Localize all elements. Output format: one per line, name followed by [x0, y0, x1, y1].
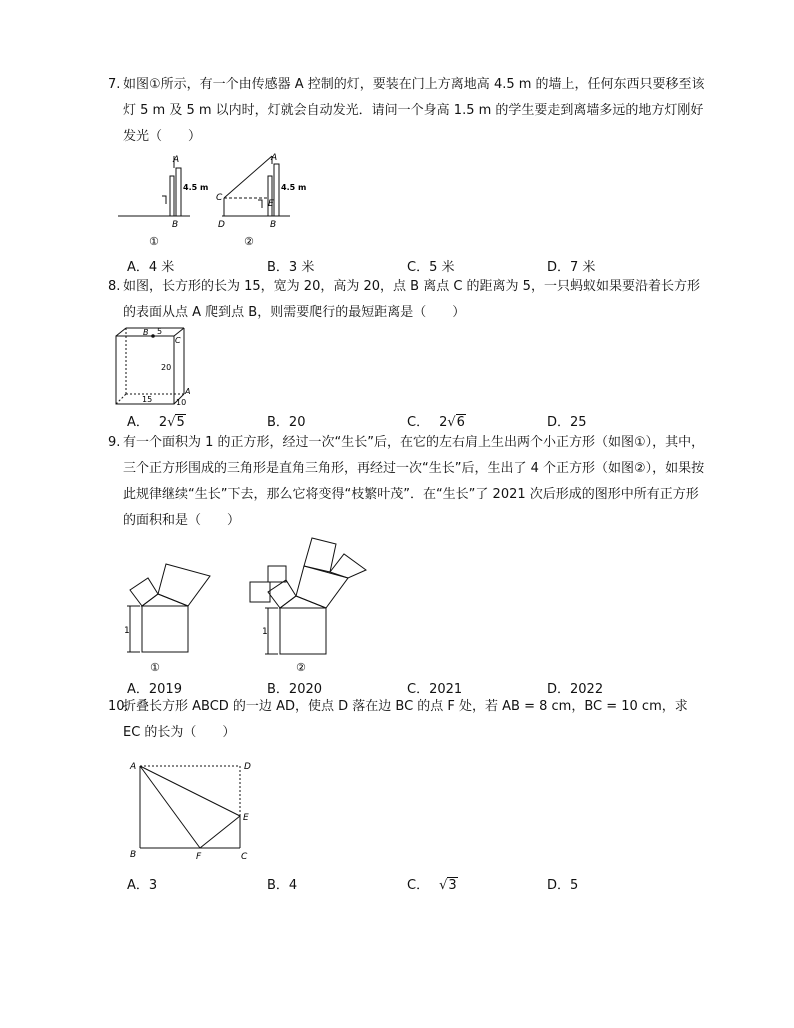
q8-option-d: D．25 [547, 415, 587, 430]
q7-figure [110, 148, 307, 248]
label-a-2: A [271, 153, 278, 163]
label-5: 5 [157, 327, 163, 336]
label-e: E [243, 813, 249, 823]
q8-option-a [127, 411, 186, 430]
question-number: 7. [108, 77, 121, 92]
label-a-1: A [173, 155, 180, 165]
q7-option-a: A．4 米 [127, 260, 175, 275]
question-8 [108, 274, 708, 326]
q8-option-b: B．20 [267, 415, 306, 430]
sqrt-icon: √3 [439, 878, 457, 893]
question-number: 10. [108, 699, 129, 714]
q10-option-c-radicand: 3 [448, 878, 457, 893]
label-d: D [218, 220, 225, 230]
q10-option-a: A．3 [127, 878, 158, 893]
label-15: 15 [142, 395, 153, 404]
label-c: C [175, 336, 181, 345]
question-number: 9. [108, 435, 121, 450]
q8-option-c-letter: C． [407, 415, 430, 430]
label-height-1: 4.5 m [183, 183, 209, 192]
q7-option-c: C．5 米 [407, 260, 455, 275]
q9-figure-1 [122, 558, 222, 678]
q9-option-b: B．2020 [267, 682, 323, 697]
label-d: D [244, 762, 251, 772]
label-10: 10 [176, 398, 187, 407]
label-1: 1 [262, 627, 268, 637]
question-7 [108, 72, 708, 150]
q9-figure-2 [240, 528, 390, 678]
label-b: B [130, 850, 137, 860]
label-height-2: 4.5 m [281, 183, 307, 192]
label-b-2: B [270, 220, 277, 230]
q10-figure [126, 756, 262, 864]
label-c: C [241, 852, 248, 862]
label-b: B [143, 328, 149, 337]
q9-option-d: D．2022 [547, 682, 604, 697]
label-20: 20 [161, 363, 172, 372]
point-b [151, 334, 155, 338]
label-b-1: B [172, 220, 179, 230]
q7-option-d: D．7 米 [547, 260, 596, 275]
q8-option-a-radicand: 5 [176, 415, 185, 430]
question-number: 8. [108, 279, 121, 294]
label-e: E [268, 199, 274, 209]
label-a: A [130, 762, 137, 772]
q7-option-b: B．3 米 [267, 260, 315, 275]
q10-option-c [407, 874, 458, 893]
question-text: 折叠长方形 ABCD 的一边 AD，使点 D 落在边 BC 的点 F 处，若 AB = 8 cm，BC = 10 cm，求 EC 的长为（ ） [123, 699, 688, 740]
q8-option-a-coef: 2 [158, 415, 168, 430]
question-10 [108, 694, 708, 746]
label-f: F [196, 852, 202, 862]
figure-caption-1: ① [150, 661, 160, 674]
q10-option-d: D．5 [547, 878, 579, 893]
q8-option-c [407, 411, 466, 430]
question-text: 有一个面积为 1 的正方形，经过一次“生长”后，在它的左右肩上生出两个小正方形（如图①），其中，三个正方形围成的三角形是直角三角形，再经过一次“生长”后，生出了 4 个正方形（如图②），如果按此规律继续“生长”下去，那么它将变得“枝繁叶茂”．在“生长”了 2021 次后形成的图形中所有正方形的面积和是（ ） [123, 435, 705, 528]
label-c: C [216, 193, 223, 203]
label-1: 1 [124, 626, 130, 636]
label-a: A [185, 387, 191, 396]
q8-option-c-radicand: 6 [456, 415, 465, 430]
q8-option-a-letter: A． [127, 415, 149, 430]
q8-option-c-coef: 2 [439, 415, 448, 430]
figure-caption-2: ② [244, 235, 254, 248]
question-9 [108, 430, 708, 534]
q8-figure [112, 324, 198, 410]
figure-caption-1: ① [149, 235, 159, 248]
q10-option-c-letter: C． [407, 878, 430, 893]
question-text: 如图，长方形的长为 15，宽为 20，高为 20，点 B 离点 C 的距离为 5，一只蚂蚁如果要沿着长方形的表面从点 A 爬到点 B，则需要爬行的最短距离是（ ） [123, 279, 700, 320]
sqrt-icon: √5 [167, 415, 185, 430]
sqrt-icon: √6 [447, 415, 465, 430]
q10-option-b: B．4 [267, 878, 298, 893]
q9-option-a: A．2019 [127, 682, 182, 697]
question-text: 如图①所示，有一个由传感器 A 控制的灯，要装在门上方离地高 4.5 m 的墙上，任何东西只要移至该灯 5 m 及 5 m 以内时，灯就会自动发光．请问一个身高 1.5 m 的学生要走到离墙多远的地方灯刚好发光（ ） [123, 77, 705, 144]
q9-option-c: C．2021 [407, 682, 463, 697]
figure-caption-2: ② [296, 661, 306, 674]
